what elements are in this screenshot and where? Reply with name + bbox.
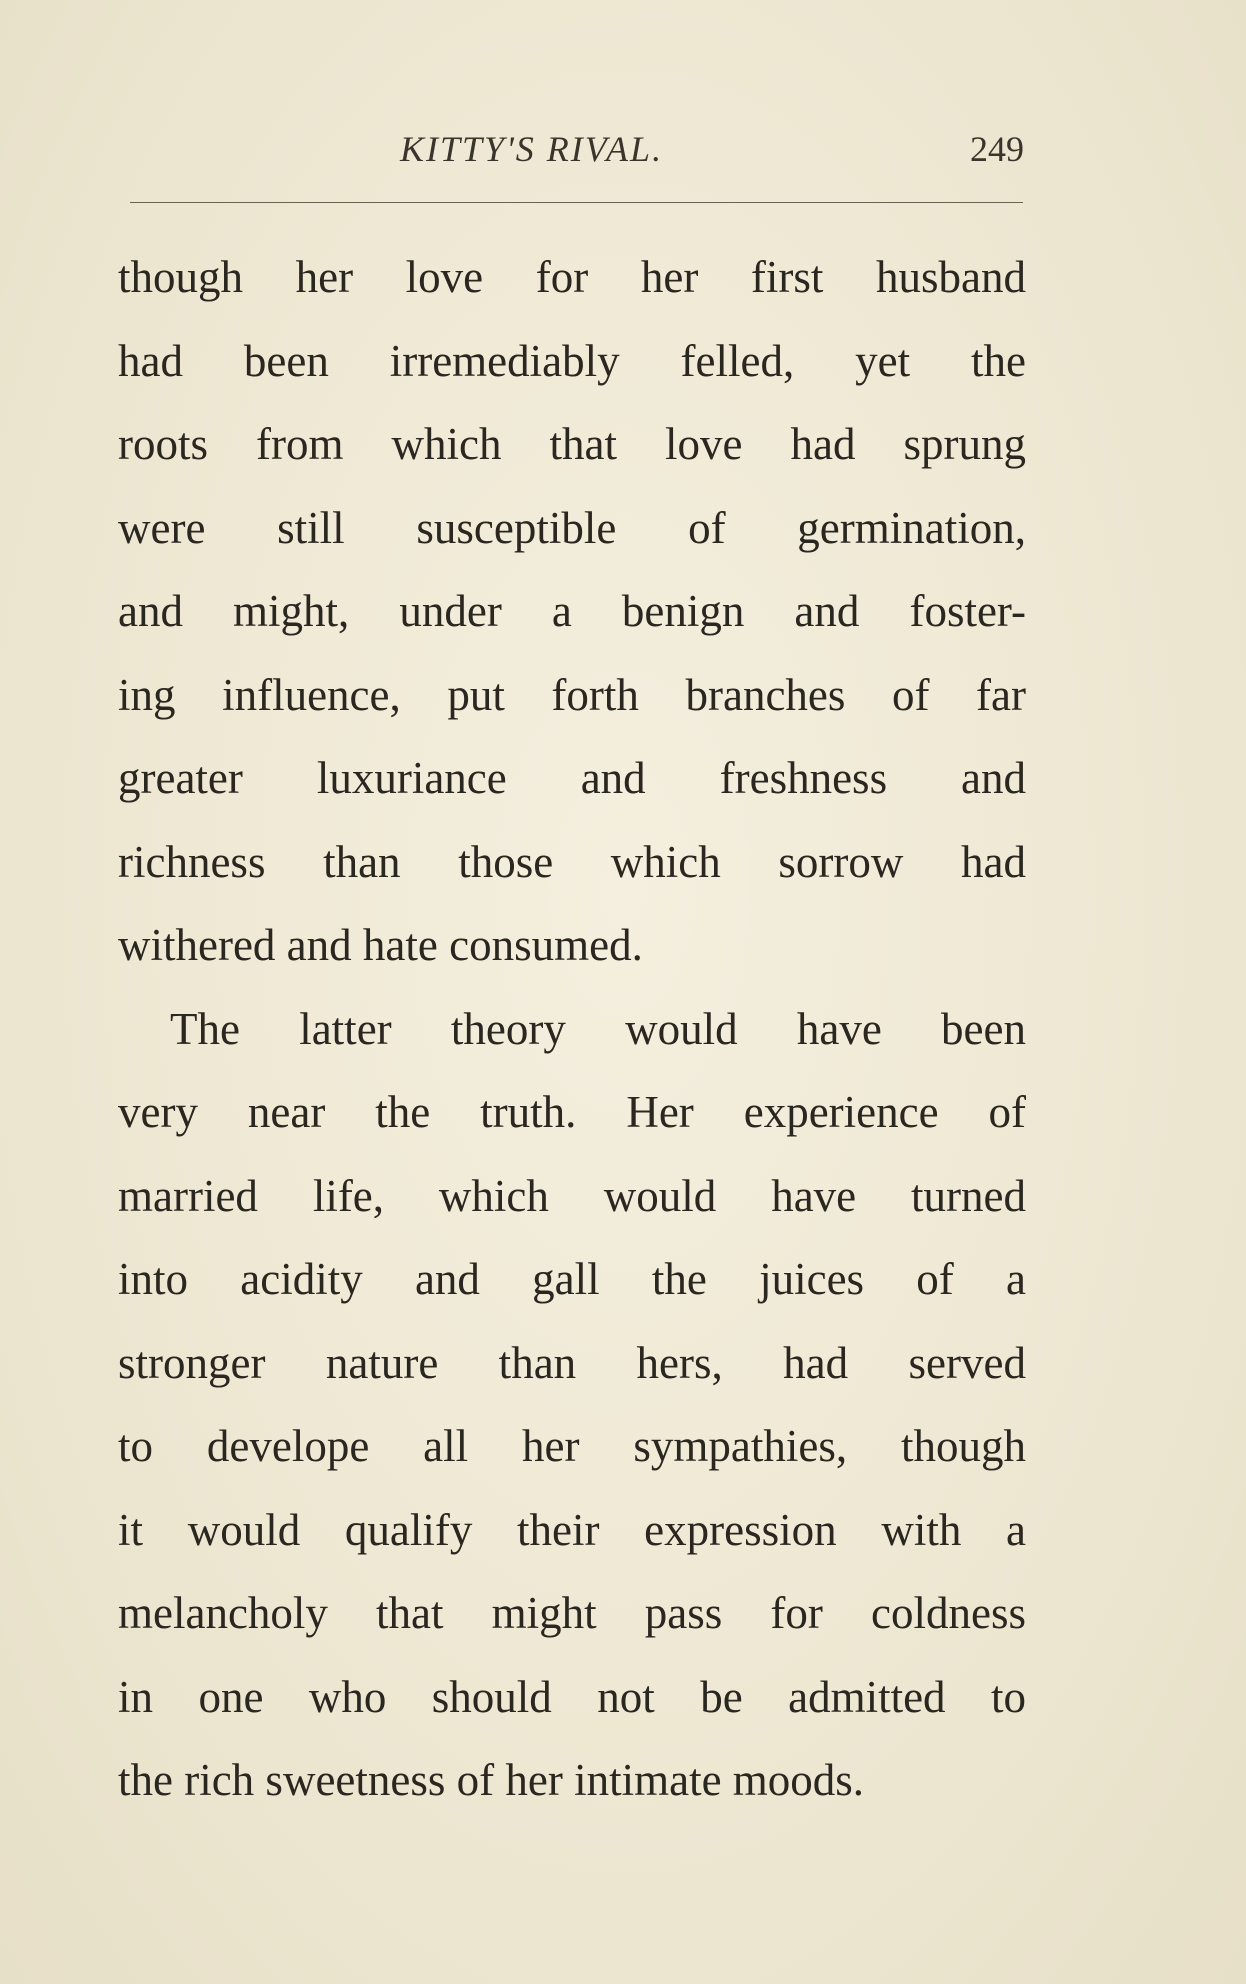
text-line: melancholy that might pass for coldness [118,1588,1026,1638]
text-line: roots from which that love had sprung [118,419,1026,469]
text-line: and might, under a benign and foster- [118,586,1026,636]
text-line: ing influence, put forth branches of far [118,669,1026,720]
text-line: it would qualify their expression with a [118,1504,1026,1555]
body-text [118,236,1026,1823]
text-line: though her love for her first husband [118,252,1026,302]
text-line: were still susceptible of germination, [118,502,1026,553]
text-line: into acidity and gall the juices of a [118,1254,1026,1304]
text-line: to develope all her sympathies, though [118,1421,1026,1471]
text-line: very near the truth. Her experience of [118,1087,1026,1137]
running-title: KITTY'S RIVAL. [400,129,664,169]
header-rule [130,202,1023,203]
page-number: 249 [970,129,1024,169]
paragraph-end-line: withered and hate consumed. [118,920,643,970]
paragraph-end-line: the rich sweetness of her intimate moods. [118,1755,865,1805]
text-line: in one who should not be admitted to [118,1671,1026,1722]
paragraph-start-line: The latter theory would have been [170,1003,1026,1054]
text-line: had been irremediably felled, yet the [118,335,1026,386]
text-line: married life, which would have turned [118,1170,1026,1221]
text-line: richness than those which sorrow had [118,836,1026,887]
page-header [124,128,1024,172]
text-line: greater luxuriance and freshness and [118,753,1026,803]
text-line: stronger nature than hers, had served [118,1337,1026,1388]
